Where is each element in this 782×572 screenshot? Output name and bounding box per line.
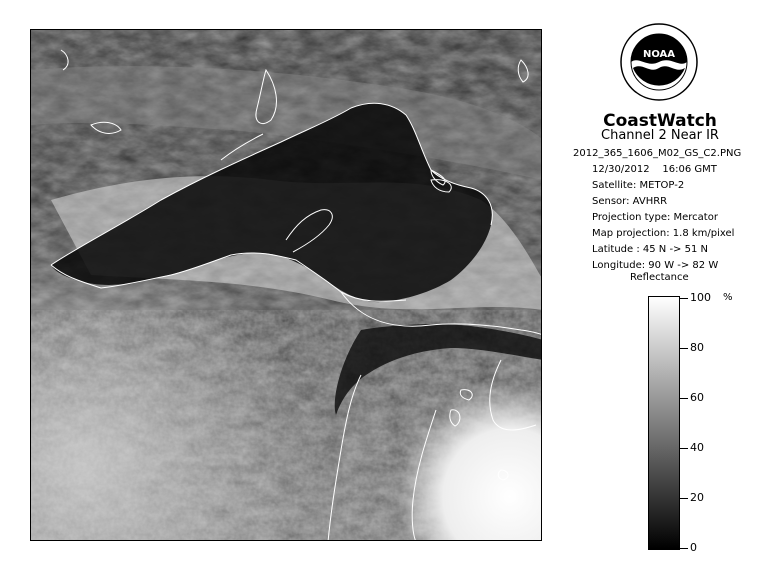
- satellite-image-map: [30, 29, 542, 541]
- sensor-text: Sensor: AVHRR: [592, 196, 668, 207]
- colorbar: [648, 296, 680, 550]
- colorbar-tick-label: 100: [690, 291, 711, 304]
- satellite-text: Satellite: METOP-2: [592, 180, 685, 191]
- colorbar-tick-label: 80: [690, 341, 704, 354]
- colorbar-title: Reflectance: [630, 272, 689, 283]
- colorbar-unit: %: [723, 292, 733, 303]
- channel-label: Channel 2 Near IR: [601, 128, 719, 143]
- colorbar-tick-label: 60: [690, 391, 704, 404]
- filename-text: 2012_365_1606_M02_GS_C2.PNG: [573, 148, 742, 159]
- colorbar-tick: [680, 298, 688, 299]
- latitude-text: Latitude : 45 N -> 51 N: [592, 244, 708, 255]
- map-projection-text: Map projection: 1.8 km/pixel: [592, 228, 735, 239]
- date-text: 12/30/2012 16:06 GMT: [592, 164, 717, 175]
- noaa-logo-icon: [619, 22, 699, 102]
- colorbar-tick-label: 40: [690, 441, 704, 454]
- colorbar-tick-label: 0: [690, 541, 697, 554]
- colorbar-tick: [680, 448, 688, 449]
- svg-text:NOAA: NOAA: [642, 49, 676, 60]
- app-title: CoastWatch: [603, 111, 717, 131]
- colorbar-tick: [680, 548, 688, 549]
- longitude-text: Longitude: 90 W -> 82 W: [592, 260, 719, 271]
- projection-type-text: Projection type: Mercator: [592, 212, 718, 223]
- colorbar-tick-label: 20: [690, 491, 704, 504]
- colorbar-tick: [680, 398, 688, 399]
- colorbar-tick: [680, 498, 688, 499]
- colorbar-tick: [680, 348, 688, 349]
